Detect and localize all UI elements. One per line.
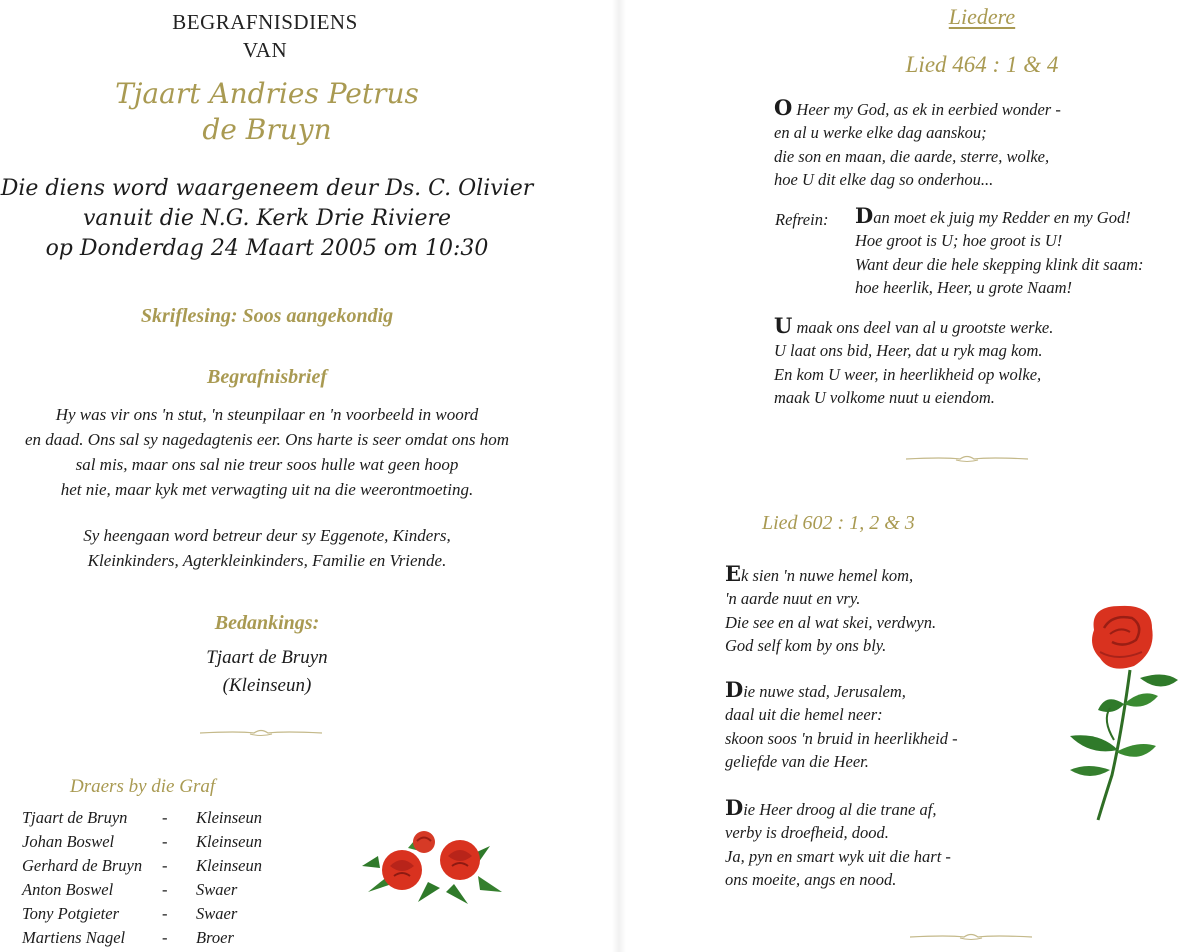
service-line3: op Donderdag 24 Maart 2005 om 10:30	[45, 236, 489, 261]
letter-body	[0, 402, 534, 502]
thanks-name: Tjaart de Bruyn	[206, 647, 328, 668]
ornament-divider-icon	[908, 931, 1034, 943]
letter-line: Hy was vir ons 'n stut, 'n steunpilaar en 'n voorbeeld in woord	[55, 405, 479, 424]
song2-verse3	[725, 796, 951, 892]
bearer-dash: -	[162, 832, 168, 851]
verse-line: k sien 'n nuwe hemel kom,	[741, 566, 914, 585]
verse-line: an moet ek juig my Redder en my God!	[873, 208, 1131, 227]
bearer-name: Martiens Nagel	[22, 928, 126, 947]
verse-line: ie Heer droog al die trane af,	[743, 800, 937, 819]
verse-line: ons moeite, angs en nood.	[725, 870, 897, 890]
thanks-relation: (Kleinseun)	[222, 675, 312, 696]
bearer-name: Anton Boswel	[22, 880, 114, 899]
title-block	[0, 8, 530, 64]
dropcap: D	[725, 795, 744, 820]
bearer-relation: Kleinseun	[196, 832, 262, 851]
song2-title: Lied 602 : 1, 2 & 3	[762, 512, 915, 534]
verse-line: hoe U dit elke dag so onderhou...	[774, 170, 994, 190]
name-line2: de Bruyn	[202, 113, 332, 146]
bearer-relation: Swaer	[196, 880, 238, 899]
songs-heading: Liedere	[948, 4, 1016, 29]
table-row	[22, 926, 262, 950]
bearer-relation: Kleinseun	[196, 808, 262, 827]
verse-line: Heer my God, as ek in eerbied wonder -	[792, 100, 1061, 119]
title-line1: BEGRAFNISDIENS	[172, 10, 358, 34]
deceased-name	[0, 76, 534, 148]
mourned-line: Sy heengaan word betreur deur sy Eggenote, Kinders,	[83, 526, 451, 545]
verse-line: die son en maan, die aarde, sterre, wolke,	[774, 146, 1050, 166]
verse-line: Ja, pyn en smart wyk uit die hart -	[725, 846, 951, 866]
verse-line: ie nuwe stad, Jerusalem,	[743, 682, 906, 701]
service-details	[0, 174, 534, 264]
song1-verse2	[774, 314, 1053, 410]
bearer-relation: Swaer	[196, 904, 238, 923]
bearer-name: Tjaart de Bruyn	[22, 808, 128, 827]
mourned-line: Kleinkinders, Agterkleinkinders, Familie en Vriende.	[87, 551, 447, 570]
bearer-dash: -	[162, 928, 168, 947]
rose-single-icon	[1040, 600, 1180, 824]
song1-verse1	[774, 96, 1061, 192]
bearer-dash: -	[162, 808, 168, 827]
song2-verse2	[725, 678, 958, 774]
dropcap: D	[855, 203, 874, 228]
ornament-divider-icon	[198, 727, 324, 739]
verse-line: skoon soos 'n bruid in heerlikheid -	[725, 728, 958, 748]
service-line2: vanuit die N.G. Kerk Drie Riviere	[82, 206, 452, 231]
bearers-table	[22, 806, 262, 950]
bearer-relation: Kleinseun	[196, 856, 262, 875]
ornament-divider-icon	[904, 453, 1030, 465]
letter-line: het nie, maar kyk met verwagting uit na die weerontmoeting.	[60, 480, 474, 499]
bearer-relation: Broer	[196, 928, 234, 947]
verse-line: hoe heerlik, Heer, u grote Naam!	[855, 278, 1073, 298]
reading-heading: Skriflesing: Soos aangekondig	[140, 305, 394, 327]
dropcap: E	[725, 561, 742, 586]
roses-bouquet-icon	[358, 826, 504, 906]
title-line2: VAN	[242, 38, 288, 62]
letter-line: sal mis, maar ons sal nie treur soos hulle wat geen hoop	[75, 455, 459, 474]
verse-line: God self kom by ons bly.	[725, 636, 887, 656]
letter-line: en daad. Ons sal sy nagedagtenis eer. Ons harte is seer omdat ons hom	[25, 430, 509, 449]
verse-line: Want deur die hele skepping klink dit saam:	[855, 254, 1144, 274]
verse-line: Hoe groot is U; hoe groot is U!	[855, 231, 1063, 251]
verse-line: daal uit die hemel neer:	[725, 705, 883, 725]
bearer-dash: -	[162, 880, 168, 899]
verse-line: maak U volkome nuut u eiendom.	[774, 388, 995, 408]
verse-line: Die see en al wat skei, verdwyn.	[725, 612, 937, 632]
table-row	[22, 830, 262, 854]
verse-line: maak ons deel van al u grootste werke.	[792, 318, 1054, 337]
letter-heading: Begrafnisbrief	[207, 366, 327, 388]
bearers-heading: Draers by die Graf	[70, 776, 216, 797]
thanks-block	[0, 644, 534, 700]
dropcap: D	[725, 677, 744, 702]
verse-line: geliefde van die Heer.	[725, 752, 869, 772]
verse-line: En kom U weer, in heerlikheid op wolke,	[774, 364, 1042, 384]
song1-title: Lied 464 : 1 & 4	[905, 52, 1059, 77]
dropcap: O	[774, 95, 793, 120]
thanks-heading: Bedankings:	[214, 612, 320, 634]
refrain-label: Refrein:	[775, 210, 829, 229]
name-line1: Tjaart Andries Petrus	[115, 77, 419, 110]
bearer-name: Johan Boswel	[22, 832, 115, 851]
bearer-dash: -	[162, 904, 168, 923]
table-row	[22, 902, 262, 926]
table-row	[22, 854, 262, 878]
verse-line: 'n aarde nuut en vry.	[725, 589, 861, 609]
service-line1: Die diens word waargeneem deur Ds. C. Olivier	[0, 176, 534, 201]
song2-verse1	[725, 562, 936, 658]
verse-line: en al u werke elke dag aanskou;	[774, 123, 987, 143]
bearer-name: Tony Potgieter	[22, 904, 120, 923]
bearer-dash: -	[162, 856, 168, 875]
verse-line: U laat ons bid, Heer, dat u ryk mag kom.	[774, 341, 1043, 361]
mourned-by	[0, 523, 534, 573]
right-page	[612, 0, 1200, 952]
bearer-name: Gerhard de Bruyn	[22, 856, 143, 875]
refrain	[855, 204, 1144, 300]
table-row	[22, 878, 262, 902]
table-row	[22, 806, 262, 830]
verse-line: verby is droefheid, dood.	[725, 823, 889, 843]
dropcap: U	[774, 313, 793, 338]
